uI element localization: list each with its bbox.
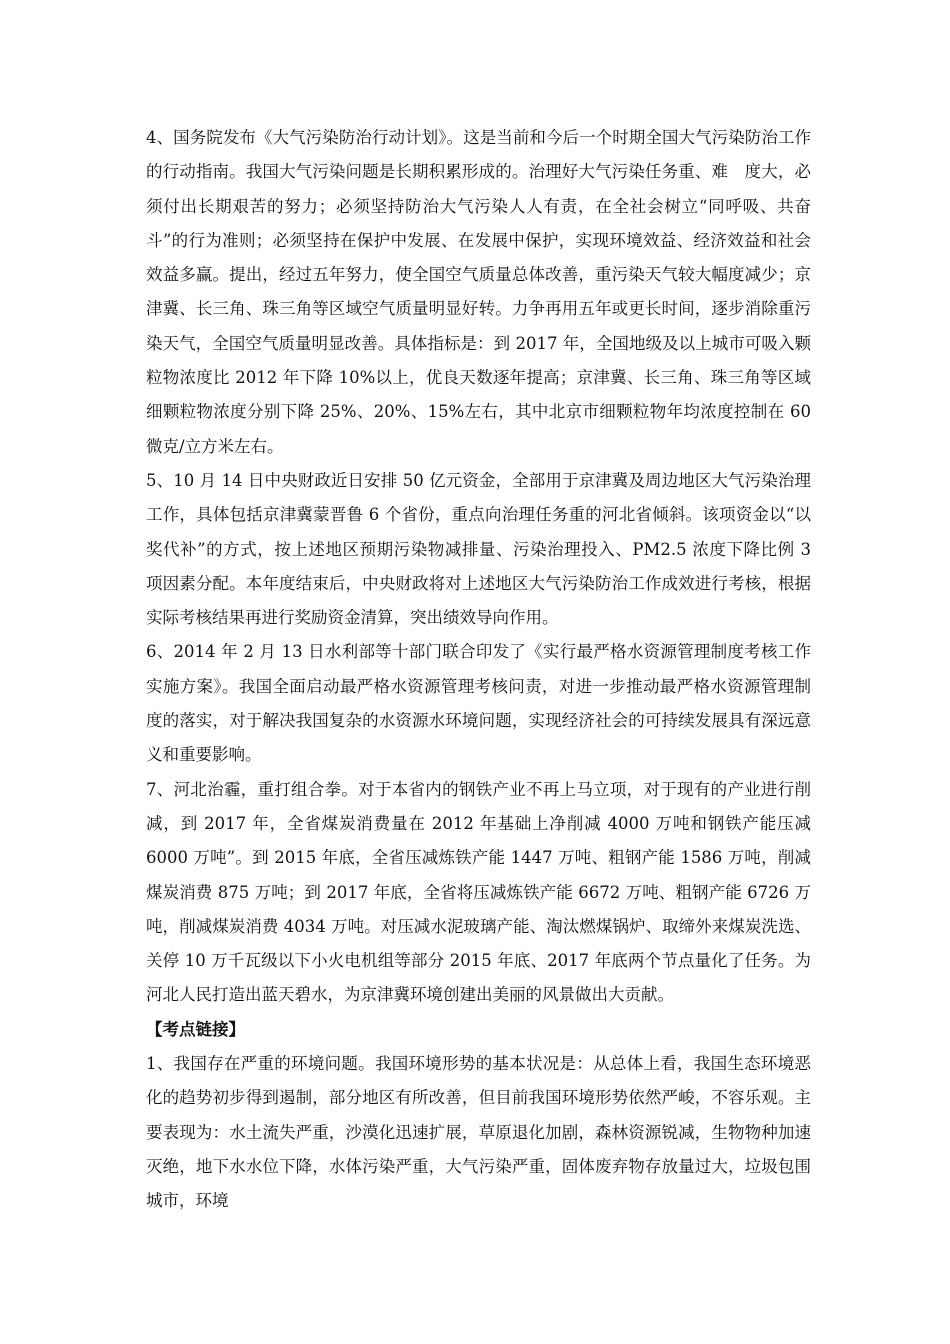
paragraph-item-7: 7、河北治霾，重打组合拳。对于本省内的钢铁产业不再上马立项，对于现有的产业进行削减，到 2017 年，全省煤炭消费量在 2012 年基础上净削减 4000 万吨和钢铁产能压减 6000 万吨”。到 2015 年底，全省压减炼铁产能 1447 万吨、粗钢产能 1586 万吨，削减煤炭消费 875 万吨；到 2017 年底，全省将压减炼铁产能 6672 万吨、粗钢产能 6726 万吨，削减煤炭消费 4034 万吨。对压减水泥玻璃产能、淘汰燃煤锅炉、取缔外来煤炭洗选、关停 10 万千瓦级以下小火电机组等部分 2015 年底、2017 年底两个节点量化了任务。为河北人民打造出蓝天碧水，为京津冀环境创建出美丽的风景做出大贡献。 [146, 779, 811, 1005]
document-body [146, 121, 811, 1219]
paragraph-item-4: 4、国务院发布《大气污染防治行动计划》。这是当前和今后一个时期全国大气污染防治工作的行动指南。我国大气污染问题是长期积累形成的。治理好大气污染任务重、难 度大，必须付出长期艰苦的努力；必须坚持防治大气污染人人有责，在全社会树立“同呼吸、共奋斗”的行为准则；必须坚持在保护中发展、在发展中保护，实现环境效益、经济效益和社会效益多赢。提出，经过五年努力，使全国空气质量总体改善，重污染天气较大幅度减少；京津冀、长三角、珠三角等区域空气质量明显好转。力争再用五年或更长时间，逐步消除重污染天气，全国空气质量明显改善。具体指标是：到 2017 年，全国地级及以上城市可吸入颗粒物浓度比 2012 年下降 10%以上，优良天数逐年提高；京津冀、长三角、珠三角等区域细颗粒物浓度分别下降 25%、20%、15%左右，其中北京市细颗粒物年均浓度控制在 60 微克/立方米左右。 [146, 128, 811, 456]
paragraph-item-6: 6、2014 年 2 月 13 日水利部等十部门联合印发了《实行最严格水资源管理制度考核工作实施方案》。我国全面启动最严格水资源管理考核问责，对进一步推动最严格水资源管理制度的落实，对于解决我国复杂的水资源水环境问题，实现经济社会的可持续发展具有深远意义和重要影响。 [146, 642, 811, 765]
paragraph-item-5: 5、10 月 14 日中央财政近日安排 50 亿元资金，全部用于京津冀及周边地区大气污染治理工作，具体包括京津冀蒙晋鲁 6 个省份，重点向治理任务重的河北省倾斜。该项资金以“以奖代补”的方式，按上述地区预期污染物减排量、污染治理投入、PM2.5 浓度下降比例 3 项因素分配。本年度结束后，中央财政将对上述地区大气污染防治工作成效进行考核，根据实际考核结果再进行奖励资金清算，突出绩效导向作用。 [146, 470, 811, 628]
section-paragraph-1: 1、我国存在严重的环境问题。我国环境形势的基本状况是：从总体上看，我国生态环境恶化的趋势初步得到遏制，部分地区有所改善，但目前我国环境形势依然严峻，不容乐观。主要表现为：水土流失严重，沙漠化迅速扩展，草原退化加剧，森林资源锐减，生物物种加速灭绝，地下水水位下降，水体污染严重，大气污染严重，固体废弃物存放量过大，垃圾包围城市，环境 [146, 1054, 811, 1211]
section-heading: 【考点链接】 [146, 1019, 245, 1039]
